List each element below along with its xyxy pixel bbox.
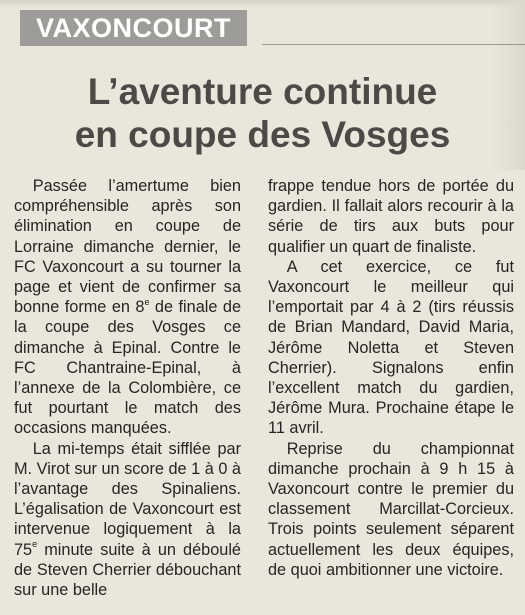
headline-line-1: L’aventure continue — [87, 71, 438, 112]
page-top-edge — [0, 0, 525, 8]
section-kicker: VAXONCOURT — [20, 10, 247, 46]
headline-line-2: en coupe des Vosges — [74, 114, 451, 155]
article-headline — [0, 70, 525, 156]
article-paragraph: A cet exercice, ce fut Vaxoncourt le meilleur qui l’emportait par 4 à 2 (tirs réussis de Brian Mandard, David Maria, Jérôme Noletta et Steven Cherrier). Signalons enfin l’excellent match du gardien, Jérôme Mura. Prochaine étape le 11 avril. — [268, 257, 514, 438]
paragraph-text: Passée l’amertume bien compréhensible après son élimination en coupe de Lorraine dimanche dernier, le FC Vaxoncourt a su tourner la page et vient de confirmer sa bonne forme en 8 — [14, 177, 241, 317]
paragraph-text: minute suite à un déboulé de Steven Cherrier débouchant sur une belle — [14, 540, 241, 600]
article-paragraph: Reprise du championnat dimanche prochain à 9 h 15 à Vaxoncourt contre le premier du classement Marcillat-Corcieux. Trois points seulement séparent actuellement les deux équipes, de quoi ambitionner une victoire. — [268, 439, 514, 579]
ordinal-suffix: e — [32, 539, 38, 550]
article-column-right — [268, 176, 514, 580]
article-paragraph-continued: frappe tendue hors de portée du gardien. Il fallait alors recourir à la série de tirs aux buts pour qualifier un quart de finaliste. — [268, 177, 514, 256]
paragraph-text: La mi-temps était sifflée par M. Virot sur un score de 1 à 0 à l’avantage des Spinaliens. L’égalisation de Vaxoncourt est intervenue logiquement à la 75 — [14, 439, 241, 559]
paragraph-text: de finale de la coupe des Vosges ce dimanche à Epinal. Contre le FC Chantraine-Epinal, à l’annexe de la Colombière, ce fut pourtant le match des occasions manquées. — [14, 298, 241, 438]
section-rule — [262, 44, 525, 45]
ordinal-suffix: e — [144, 296, 150, 307]
article-paragraph — [14, 439, 241, 601]
article-column-left — [14, 176, 241, 600]
article-paragraph — [14, 176, 241, 439]
